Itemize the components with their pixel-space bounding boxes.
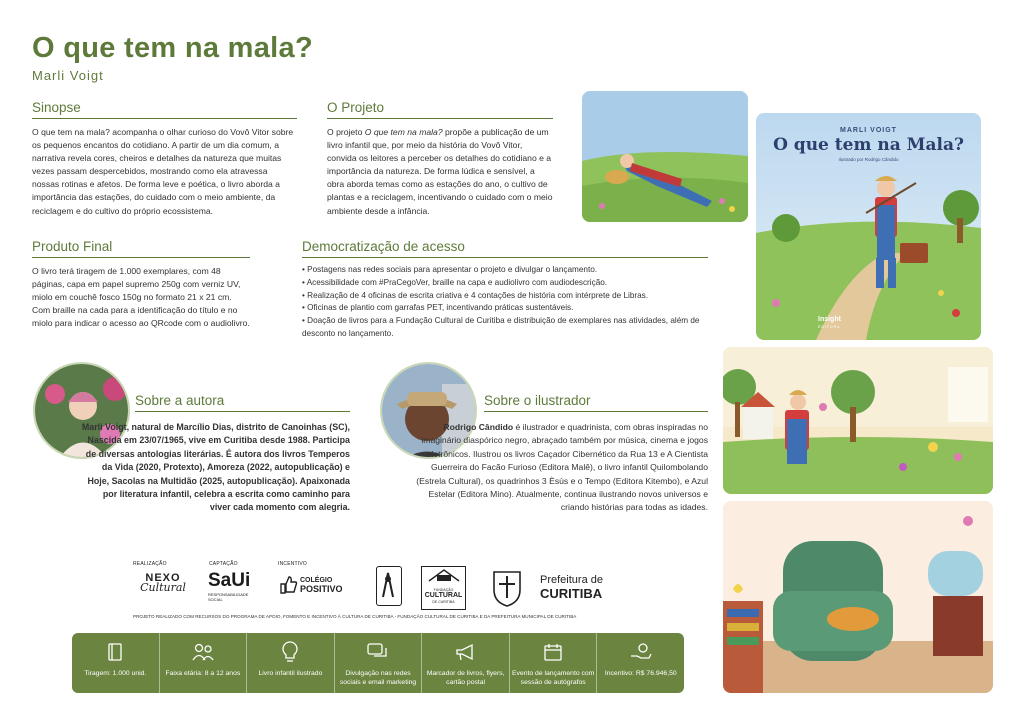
author-name: Marli Voigt — [32, 68, 104, 83]
democratizacao-section — [302, 239, 708, 341]
saui-logo: SaUi RESPONSABILIDADE SOCIAL — [208, 570, 251, 602]
sinopse-section — [32, 100, 297, 218]
cover-title: O que tem na Mala? — [773, 135, 964, 155]
produto-heading: Produto Final — [32, 239, 250, 258]
prefeitura-logo: Prefeitura de CURITIBA — [540, 574, 603, 601]
sinopse-heading: Sinopse — [32, 100, 297, 119]
projeto-heading: O Projeto — [327, 100, 553, 119]
children-icon — [191, 641, 215, 663]
ilustrador-section — [484, 393, 708, 412]
book-icon — [107, 641, 123, 663]
democratizacao-heading: Democratização de acesso — [302, 239, 708, 258]
realizacao-label: REALIZAÇÃO — [133, 561, 167, 567]
illustration-sleeping-grandpa — [582, 91, 748, 222]
cover-author: MARLI VOIGT — [840, 127, 897, 134]
footer-item-faixa-etaria: Faixa etária: 8 a 12 anos — [160, 633, 248, 693]
footer-item-marcador: Marcador de livros, flyers, cartão postal — [422, 633, 510, 693]
ilustrador-text: Rodrigo Cândido é ilustrador e quadrinista, com obras inspiradas no imaginário diaspórico negro, abraçado também por música, cinema e jogos eletrônicos. Ilustrou os livros Caçador Cibernético da Rua 13 e A Cientista Guerreira do Facão Furioso (Editora Malê), o livro infantil Quilombolando (Estrela Cultural), os quadrinhos 3 Èsùs e o Tempo (Editora Kitembo), e Azul Estelar (Editora Mino). Atualmente, continua ilustrando novos universos e criando histórias para todas as idades. — [416, 422, 708, 513]
footer-item-livro: Livro infantil ilustrado — [247, 633, 335, 693]
autora-heading: Sobre a autora — [135, 393, 350, 412]
nexo-logo: NEXO Cultural — [140, 572, 186, 594]
list-item: • Acessibilidade com #PraCegoVer, braille na capa e audiolivro com audiodescrição. — [302, 277, 708, 290]
publisher-sub: EDITORA — [818, 325, 841, 329]
list-item: • Doação de livros para a Fundação Cultural de Curitiba e distribuição de exemplares nas atividades, além de desconto no lançamento. — [302, 315, 708, 341]
footer-item-incentivo: Incentivo: R$ 76.946,50 — [597, 633, 684, 693]
footer-info-bar — [72, 633, 684, 693]
curitiba-coat-of-arms-icon — [486, 566, 528, 608]
ilustrador-heading: Sobre o ilustrador — [484, 393, 708, 412]
captacao-label: CAPTAÇÃO — [209, 561, 238, 567]
funding-footnote: PROJETO REALIZADO COM RECURSOS DO PROGRAMA DE APOIO, FOMENTO E INCENTIVO À CULTURA DE CURITIBA - FUNDAÇÃO CULTURAL DE CURITIBA E DA PREFEITURA MUNICIPAL DE CURITIBA — [133, 614, 577, 619]
lightbulb-icon — [282, 641, 298, 663]
democratizacao-list — [302, 264, 708, 341]
money-hand-icon — [629, 641, 653, 663]
megaphone-icon — [454, 641, 478, 663]
autora-section — [135, 393, 350, 412]
cover-subtitle: Ilustrado por Rodrigo Cândido — [838, 157, 899, 162]
list-item: • Postagens nas redes sociais para apresentar o projeto e divulgar o lançamento. — [302, 264, 708, 277]
projeto-text: O projeto O que tem na mala? propõe a publicação de um livro infantil que, por meio da história do Vovô Vitor, convida os leitores a perceber os detalhes do cotidiano e a importância da natureza. De forma lúdica e sensível, a obra aborda temas como as estações do ano, o cultivo de plantas e a reciclagem, incentivando o cuidado com o meio ambiente desde a infância. — [327, 127, 553, 216]
incentivo-label: INCENTIVO — [278, 561, 308, 567]
produto-text: O livro terá tiragem de 1.000 exemplares, com 48 páginas, capa em papel supremo 250g com verniz UV, miolo em couchê fosco 150g no formato 21 x 21 cm. Com braille na cada para a identificação do título e no miolo para indicar o acesso ao QRcode com o audiolivro. — [32, 266, 250, 329]
footer-item-divulgacao: Divulgação nas redes sociais e email marketing — [335, 633, 423, 693]
sinopse-text: O que tem na mala? acompanha o olhar curioso do Vovô Vitor sobre os pequenos encantos do cotidiano. A partir de um dia comum, a narrativa revela cores, cheiros e detalhes da natureza que muitas vezes passam despercebidos, mostrando como ela atravessa nossas rotinas e afetos. De forma leve e poética, o livro aborda a importância das estações, do cuidado com o meio ambiente, da reciclagem e do cultivo do próprio ecossistema. — [32, 127, 294, 216]
illustration-gardening — [723, 347, 993, 494]
projeto-section — [327, 100, 553, 218]
footer-item-tiragem: Tiragem: 1.000 unid. — [72, 633, 160, 693]
book-cover — [756, 113, 981, 340]
footer-item-evento: Evento de lançamento com sessão de autógrafos — [510, 633, 598, 693]
produto-section — [32, 239, 250, 330]
fundacao-cultural-logo: FUNDAÇÃO CULTURAL DE CURITIBA — [421, 566, 466, 610]
publisher-logo: Insight — [818, 316, 841, 323]
seal-logo — [376, 566, 402, 606]
list-item: • Oficinas de plantio com garrafas PET, incentivando práticas sustentáveis. — [302, 302, 708, 315]
autora-text: Marli Voigt, natural de Marcílio Dias, distrito de Canoinhas (SC), Nascida em 23/07/1965, vive em Curitiba desde 1988. Participa de diversas antologias literárias. É autora dos livros Temperos da Vida (2020, Protexto), Amoreza (2022, autopublicação) e Hoje, Sacolas na Multidão (2025, autopublicação). Apaixonada por literatura infantil, celebra a escrita como caminho para viver cada momento com alegria. — [81, 422, 350, 513]
illustration-armchair-cat — [723, 501, 993, 693]
positivo-logo: COLÉGIO POSITIVO — [278, 575, 343, 595]
chat-icon — [366, 641, 390, 663]
thumb-icon — [278, 575, 298, 595]
list-item: • Realização de 4 oficinas de escrita criativa e 4 contações de história com intérprete de Libras. — [302, 290, 708, 303]
page-title: O que tem na mala? — [32, 32, 313, 64]
calendar-icon — [543, 641, 563, 663]
